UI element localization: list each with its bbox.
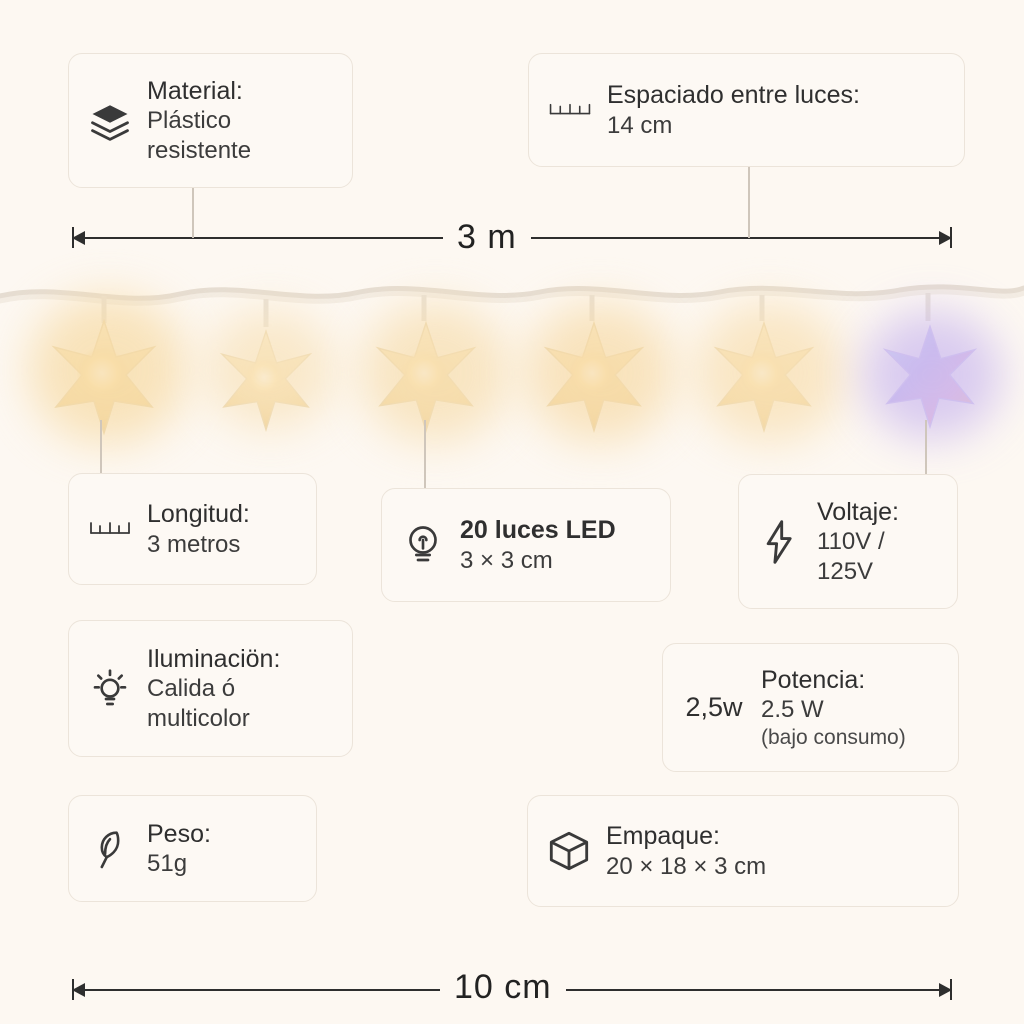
card-weight-line1: 51g	[147, 850, 188, 878]
power-2-5w-icon: 2,5w	[685, 692, 743, 722]
card-spacing-line1: 14 cm	[607, 111, 673, 139]
dimension-bottom-label: 10 cm	[440, 968, 566, 1007]
light-glow	[205, 310, 335, 430]
box-icon	[546, 828, 592, 874]
bulb-icon	[400, 523, 446, 567]
card-leds[interactable]	[381, 488, 671, 602]
layers-icon	[87, 100, 133, 142]
lightbulb-rays-icon	[87, 667, 133, 711]
feather-icon	[87, 827, 133, 871]
card-leds-line1: 3 × 3 cm	[460, 546, 553, 574]
card-weight-title: Peso:	[147, 819, 211, 848]
card-leds-title: 20 luces LED	[460, 516, 616, 545]
card-length-line1: 3 metros	[147, 530, 241, 558]
card-package[interactable]	[527, 795, 959, 907]
card-material-line1: Plástico	[147, 107, 232, 135]
card-power-line2: (bajo consumo)	[761, 725, 906, 749]
light-glow	[695, 303, 845, 443]
card-package-title: Empaque:	[606, 822, 720, 851]
card-power-line1: 2.5 W	[761, 696, 824, 724]
leader-voltage	[925, 420, 927, 474]
bolt-icon	[757, 520, 803, 564]
leader-material	[192, 188, 194, 238]
card-illumination-line1: Calida ó	[147, 675, 236, 703]
card-power[interactable]	[662, 643, 959, 772]
card-weight[interactable]	[68, 795, 317, 902]
card-illumination[interactable]	[68, 620, 353, 757]
light-glow	[28, 295, 188, 445]
leader-length	[100, 420, 102, 473]
card-length-title: Longitud:	[147, 500, 250, 529]
card-voltage-line1: 110V /	[817, 528, 885, 556]
card-voltage-line2: 125V	[817, 557, 874, 585]
card-material-line2: resistente	[147, 136, 252, 164]
light-glow	[862, 310, 1002, 440]
card-power-title: Potencia:	[761, 665, 866, 694]
card-illumination-line2: multicolor	[147, 704, 250, 732]
light-glow	[525, 303, 675, 443]
ruler-icon	[87, 515, 133, 543]
ruler-icon	[547, 96, 593, 124]
string-lights-illustration	[0, 255, 1024, 445]
card-length[interactable]	[68, 473, 317, 585]
card-voltage-title: Voltaje:	[817, 497, 900, 526]
leader-leds	[424, 420, 426, 488]
card-spacing-title: Espaciado entre luces:	[607, 81, 860, 110]
card-material-title: Material:	[147, 76, 243, 105]
card-voltage[interactable]	[738, 474, 958, 609]
card-illumination-title: Iluminaciön:	[147, 644, 281, 673]
card-material[interactable]	[68, 53, 353, 188]
card-spacing[interactable]	[528, 53, 965, 167]
card-package-line1: 20 × 18 × 3 cm	[606, 852, 767, 880]
dimension-top-label: 3 m	[443, 218, 531, 257]
light-glow	[360, 303, 510, 443]
leader-spacing	[748, 167, 750, 238]
